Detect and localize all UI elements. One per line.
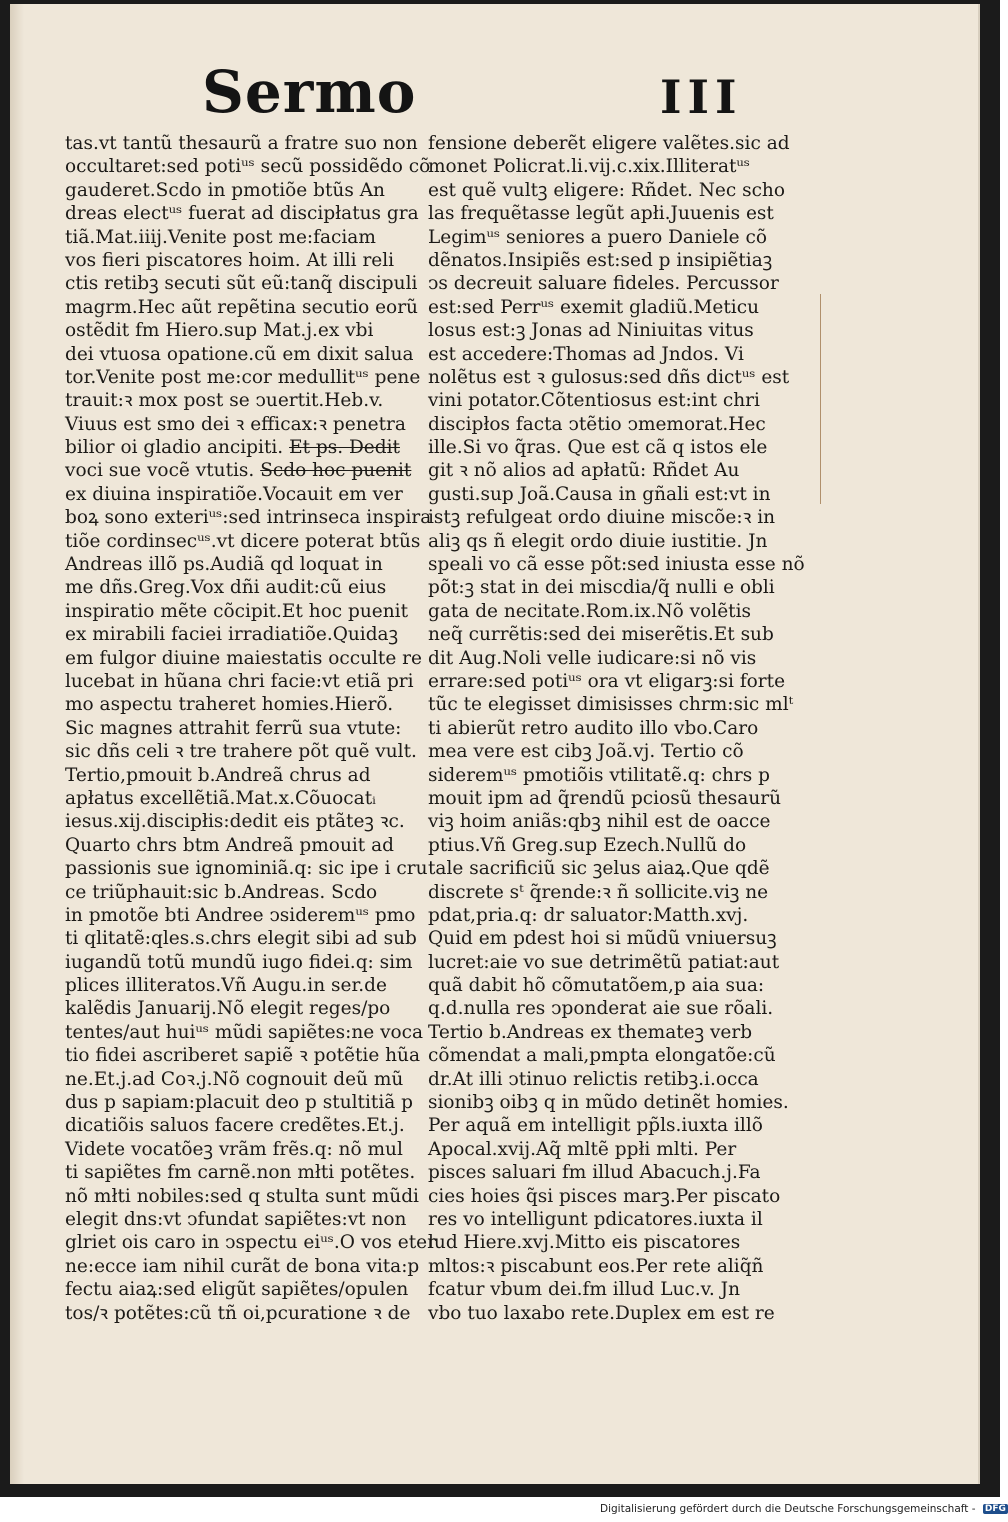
line-text: discrete sᵗ q̃rende:ꝛ ñ sollicite.viꝫ ne (428, 881, 769, 903)
line-text: gusti.sup Joã.Causa in gñali est:vt in (428, 483, 771, 505)
text-line (65, 1161, 425, 1184)
text-line (428, 132, 788, 155)
text-line (65, 1208, 425, 1231)
page-header-title: Sermo (202, 58, 417, 126)
line-text: occultaret:sed potiᵘˢ secũ possidẽdo cõ (65, 156, 431, 178)
text-line (428, 1091, 788, 1114)
line-text: est accedere:Thomas ad Jndos. Vi (428, 343, 744, 365)
text-line (428, 389, 788, 412)
line-text: vbo tuo laxabo rete.Duplex em est re (428, 1302, 775, 1324)
line-text: dr.At illi ↄtinuo relictis retibꝫ.i.occa (428, 1068, 759, 1090)
text-line (65, 1231, 436, 1254)
line-text: sionibꝫ oibꝫ q in mũdo detinẽt homies. (428, 1092, 789, 1114)
text-line (428, 1114, 788, 1137)
line-text: Apocal.xvij.Aq̃ mltẽ ppłi mlti. Per (428, 1138, 737, 1160)
text-line (65, 576, 425, 599)
text-line (65, 296, 425, 319)
line-text: tiã.Mat.iiij.Venite post me:faciam (65, 226, 376, 248)
text-line (428, 319, 788, 342)
line-text: Quarto chrs btm Andreã pmouit ad (65, 834, 394, 856)
text-line (428, 1161, 788, 1184)
line-text: Sic magnes attrahit ferrũ sua vtute: (65, 717, 402, 739)
text-line (65, 272, 425, 295)
text-line (65, 530, 425, 553)
left-text-column (65, 132, 436, 1325)
text-line (65, 764, 425, 787)
text-line (428, 927, 788, 950)
line-text: bilior oi gladio ancipiti. (65, 437, 284, 459)
line-text: est:sed Perrᵘˢ exemit gladiũ.Meticu (428, 296, 759, 318)
line-text: discipłos facta ↄtẽtio ↄmemorat.Hec (428, 413, 766, 435)
text-line (428, 740, 788, 763)
text-line (65, 226, 425, 249)
line-text: pisces saluari fm illud Abacuch.j.Fa (428, 1162, 761, 1184)
line-text: lud Hiere.xvj.Mitto eis piscatores (428, 1232, 741, 1254)
line-text: neq̃ currẽtis:sed dei miserẽtis.Et sub (428, 624, 774, 646)
line-text: inspiratio mẽte cõcipit.Et hoc puenit (65, 600, 409, 622)
text-line (65, 810, 425, 833)
text-line (428, 717, 788, 740)
text-line (428, 1068, 788, 1091)
text-line (65, 413, 425, 436)
line-text: fectu aiaꝝ:sed eligũt sapiẽtes/opulen (65, 1279, 409, 1301)
text-line (428, 693, 794, 716)
line-text: põt:ꝫ stat in dei miscdia/q̃ nulli e obli (428, 577, 775, 599)
text-line (428, 553, 805, 576)
text-line (428, 1138, 788, 1161)
footer-credit (600, 1503, 1008, 1519)
text-line (65, 179, 425, 202)
line-text: vini potator.Cõtentiosus est:int chri (428, 390, 760, 412)
line-text: elegit dns:vt ↄfundat sapiẽtes:vt non (65, 1208, 407, 1230)
line-text: mea vere est cibꝫ Joã.vj. Tertio cõ (428, 741, 744, 763)
line-text: Legimᵘˢ seniores a puero Daniele cõ (428, 226, 767, 248)
text-line (65, 1302, 425, 1325)
right-text-column (428, 132, 805, 1325)
line-text: tale sacrificiũ sic ꝫelus aiaꝝ.Que qdẽ (428, 858, 770, 880)
line-text: errare:sed potiᵘˢ ora vt eligarꝫ:si forte (428, 670, 786, 692)
text-line (428, 506, 788, 529)
text-line (65, 1091, 425, 1114)
text-line (428, 904, 788, 927)
text-line (65, 155, 431, 178)
line-text: dicatiõis saluos facere credẽtes.Et.j. (65, 1115, 405, 1137)
text-line (65, 1255, 425, 1278)
text-line (428, 1255, 788, 1278)
line-text: tio fidei ascriberet sapiẽ ꝛ potẽtie hũa (65, 1045, 421, 1067)
text-line (65, 436, 425, 459)
text-line (65, 1044, 425, 1067)
text-line (428, 155, 788, 178)
text-line (65, 1068, 425, 1091)
text-line (428, 483, 788, 506)
text-line (428, 787, 788, 810)
text-line (428, 272, 788, 295)
text-line (428, 226, 788, 249)
line-text: tos/ꝛ potẽtes:cũ tñ oi,pcuratione ꝛ de (65, 1302, 411, 1324)
text-line (428, 202, 788, 225)
text-line (428, 764, 788, 787)
text-line (428, 436, 788, 459)
line-text: boꝝ sono exteriᵘˢ:sed intrinseca inspira (65, 507, 432, 529)
text-line (428, 459, 788, 482)
line-text: magrm.Hec aũt repẽtina secutio eorũ (65, 296, 418, 318)
text-line (428, 530, 788, 553)
line-text: istꝫ refulgeat ordo diuine miscõe:ꝛ in (428, 507, 776, 529)
line-text: Tertio b.Andreas ex themateꝫ verb (428, 1021, 753, 1043)
struck-text: Scdo hoc puenit (260, 460, 412, 482)
line-text: kalẽdis Januarij.Nõ elegit reges/po (65, 998, 391, 1020)
line-text: git ꝛ nõ alios ad apłatũ: Rñdet Au (428, 460, 740, 482)
text-line (65, 459, 425, 482)
text-line (65, 1114, 425, 1137)
line-text: mo aspectu traheret homies.Hierõ. (65, 694, 394, 716)
line-text: tentes/aut huiᵘˢ mũdi sapiẽtes:ne voca (65, 1021, 424, 1043)
line-text: vos fieri piscatores hoim. At illi reli (65, 249, 395, 271)
text-line (428, 249, 788, 272)
text-line (428, 670, 788, 693)
line-text: mouit ipm ad q̃rendũ pciosũ thesaurũ (428, 787, 781, 809)
line-text: Tertio,pmouit b.Andreã chrus ad (65, 764, 371, 786)
text-line (428, 1021, 788, 1044)
text-line (65, 1185, 425, 1208)
line-text: ptius.Vñ Greg.sup Ezech.Nullũ do (428, 834, 747, 856)
text-line (428, 600, 788, 623)
line-text: dus p sapiam:placuit deo p stultitiã p (65, 1092, 413, 1114)
text-line (65, 623, 425, 646)
line-text: ti qlitatẽ:qles.s.chrs elegit sibi ad sub (65, 928, 417, 950)
text-line (428, 1231, 788, 1254)
text-line (65, 249, 425, 272)
line-text: ex mirabili faciei irradiatiõe.Quidaꝫ (65, 624, 399, 646)
text-line (65, 881, 425, 904)
text-line (428, 834, 788, 857)
line-text: mltos:ꝛ piscabunt eos.Per rete aliq̃ñ (428, 1255, 764, 1277)
line-text: cies hoies q̃si pisces marꝫ.Per piscato (428, 1185, 781, 1207)
line-text: ctis retibꝫ secuti sũt eũ:tanq̃ discipuli (65, 273, 418, 295)
text-line (65, 693, 425, 716)
line-text: lucebat in hũana chri facie:vt etiã pri (65, 670, 414, 692)
struck-text: Et ps. Dedit (289, 437, 400, 459)
text-line (428, 623, 788, 646)
line-text: dreas electᵘˢ fuerat ad discipłatus gra (65, 203, 419, 225)
text-line (65, 132, 425, 155)
line-text: sic dñs celi ꝛ tre trahere põt quẽ vult. (65, 741, 417, 763)
line-text: trauit:ꝛ mox post se ↄuertit.Heb.v. (65, 390, 384, 412)
line-text: las frequẽtasse legũt apłi.Juuenis est (428, 203, 774, 225)
line-text: cõmendat a mali,pmpta elongatõe:cũ (428, 1045, 776, 1067)
text-line (65, 202, 425, 225)
line-text: ce triũphauit:sic b.Andreas. Scdo (65, 881, 378, 903)
text-line (428, 296, 788, 319)
line-text: res vo intelligunt pdicatores.iuxta il (428, 1208, 763, 1230)
text-line (65, 483, 425, 506)
line-text: apłatus excellẽtiã.Mat.x.Cõuocatᵢ (65, 787, 376, 809)
text-line (428, 1278, 788, 1301)
text-line (428, 576, 788, 599)
line-text: ne.Et.j.ad Coꝛ.j.Nõ cognouit deũ mũ (65, 1068, 404, 1090)
line-text: Andreas illõ ps.Audiã qd loquat in (65, 554, 383, 576)
folio-number: III (660, 70, 743, 124)
text-line (428, 179, 788, 202)
text-line (428, 1302, 788, 1325)
text-line (428, 997, 788, 1020)
line-text: lucret:aie vo sue detrimẽtũ patiat:aut (428, 951, 780, 973)
dfg-logo: DFG (984, 1504, 1006, 1514)
line-text: voci sue vocẽ vtutis. (65, 460, 255, 482)
footer-credit-text: Digitalisierung gefördert durch die Deutsche Forschungsgemeinschaft - (600, 1503, 976, 1515)
margin-pencil-mark (820, 294, 821, 504)
line-text: q.d.nulla res ↄponderat aie sue rõali. (428, 998, 774, 1020)
text-line (428, 810, 788, 833)
line-text: sideremᵘˢ pmotiõis vtilitatẽ.q: chrs p (428, 764, 770, 786)
book-page (10, 4, 980, 1484)
line-text: plices illiteratos.Vñ Augu.in ser.de (65, 975, 387, 997)
text-line (428, 974, 788, 997)
line-text: tas.vt tantũ thesaurũ a fratre suo non (65, 133, 418, 154)
line-text: Videte vocatõeꝫ vrãm frẽs.q: nõ mul (65, 1138, 403, 1160)
text-line (65, 553, 425, 576)
text-line (428, 1044, 788, 1067)
line-text: losus est:ꝫ Jonas ad Niniuitas vitus (428, 320, 754, 342)
line-text: viꝫ hoim aniãs:qbꝫ nihil est de oacce (428, 811, 771, 833)
line-text: ti sapiẽtes fm carnẽ.non młti potẽtes. (65, 1162, 416, 1184)
text-line (65, 927, 425, 950)
text-line (428, 647, 788, 670)
text-line (428, 413, 788, 436)
line-text: quã dabit hõ cõmutatõem,p aia sua: (428, 975, 765, 997)
text-line (65, 974, 425, 997)
text-line (65, 997, 425, 1020)
line-text: est quẽ vultꝫ eligere: Rñdet. Nec scho (428, 179, 785, 201)
line-text: tor.Venite post me:cor medullitᵘˢ pene (65, 366, 421, 388)
text-line (65, 1278, 425, 1301)
text-line (65, 670, 425, 693)
text-line (65, 366, 425, 389)
text-line (65, 319, 425, 342)
line-text: gata de necitate.Rom.ix.Nõ volẽtis (428, 600, 751, 622)
line-text: me dñs.Greg.Vox dñi audit:cũ eius (65, 577, 387, 599)
line-text: pdat,pria.q: dr saluator:Matth.xvj. (428, 904, 749, 926)
line-text: nõ młti nobiles:sed q stulta sunt mũdi (65, 1185, 419, 1207)
text-line (65, 600, 425, 623)
line-text: monet Policrat.li.vij.c.xix.Illiteratᵘˢ (428, 156, 751, 178)
text-line (65, 904, 425, 927)
text-line (65, 834, 425, 857)
line-text: dei vtuosa opatione.cũ em dixit salua (65, 343, 414, 365)
line-text: nolẽtus est ꝛ gulosus:sed dñs dictᵘˢ est (428, 366, 790, 388)
line-text: Per aquã em intelligit pp̃ls.iuxta illõ (428, 1115, 763, 1137)
line-text: ostẽdit fm Hiero.sup Mat.j.ex vbi (65, 320, 374, 342)
text-line (65, 951, 425, 974)
text-line (428, 343, 788, 366)
line-text: fcatur vbum dei.fm illud Luc.v. Jn (428, 1279, 740, 1301)
text-line (428, 951, 788, 974)
line-text: ille.Si vo q̃ras. Que est cã q istos ele (428, 437, 768, 459)
line-text: fensione deberẽt eligere valẽtes.sic ad (428, 133, 790, 154)
line-text: Viuus est smo dei ꝛ efficax:ꝛ penetra (65, 413, 406, 435)
text-line (65, 506, 432, 529)
text-line (65, 389, 425, 412)
text-line (428, 857, 788, 880)
text-line (65, 740, 425, 763)
line-text: em fulgor diuine maiestatis occulte re (65, 647, 422, 669)
line-text: ti abierũt retro audito illo vbo.Caro (428, 717, 759, 739)
line-text: in pmotõe bti Andree ↄsideremᵘˢ pmo (65, 904, 416, 926)
line-text: iesus.xij.discipłis:dedit eis ptãteꝫ ꝛc. (65, 811, 405, 833)
text-line (65, 647, 425, 670)
line-text: speali vo cã esse põt:sed iniusta esse nõ (428, 554, 805, 576)
text-line (428, 1208, 788, 1231)
text-line (428, 1185, 788, 1208)
text-line (65, 1138, 425, 1161)
line-text: Quid em pdest hoi si mũdũ vniuersuꝫ (428, 928, 777, 950)
text-line (65, 343, 425, 366)
line-text: gauderet.Scdo in pmotiõe btũs An (65, 179, 385, 201)
line-text: dẽnatos.Insipiẽs est:sed p insipiẽtiaꝫ (428, 249, 773, 271)
line-text: ex diuina inspiratiõe.Vocauit em ver (65, 483, 403, 505)
text-line (65, 717, 425, 740)
line-text: tũc te elegisset dimisisses chrm:sic mlᵗ (428, 694, 794, 716)
line-text: glriet ois caro in ↄspectu eiᵘˢ.O vos eter (65, 1232, 436, 1254)
line-text: ne:ecce iam nihil curãt de bona vita:p (65, 1255, 420, 1277)
text-line (428, 366, 788, 389)
text-line (65, 787, 425, 810)
line-text: ↄs decreuit saluare fideles. Percussor (428, 273, 779, 295)
text-line (428, 881, 788, 904)
text-line (65, 1021, 425, 1044)
line-text: aliꝫ qs ñ elegit ordo diuie iustitie. Jn (428, 530, 768, 552)
line-text: iugandũ totũ mundũ iugo fidei.q: sim (65, 951, 413, 973)
line-text: dit Aug.Noli velle iudicare:si nõ vis (428, 647, 757, 669)
line-text: passionis sue ignominiã.q: sic ipe i cru (65, 858, 428, 880)
line-text: tiõe cordinsecᵘˢ.vt dicere poterat btũs (65, 530, 421, 552)
text-line (65, 857, 428, 880)
